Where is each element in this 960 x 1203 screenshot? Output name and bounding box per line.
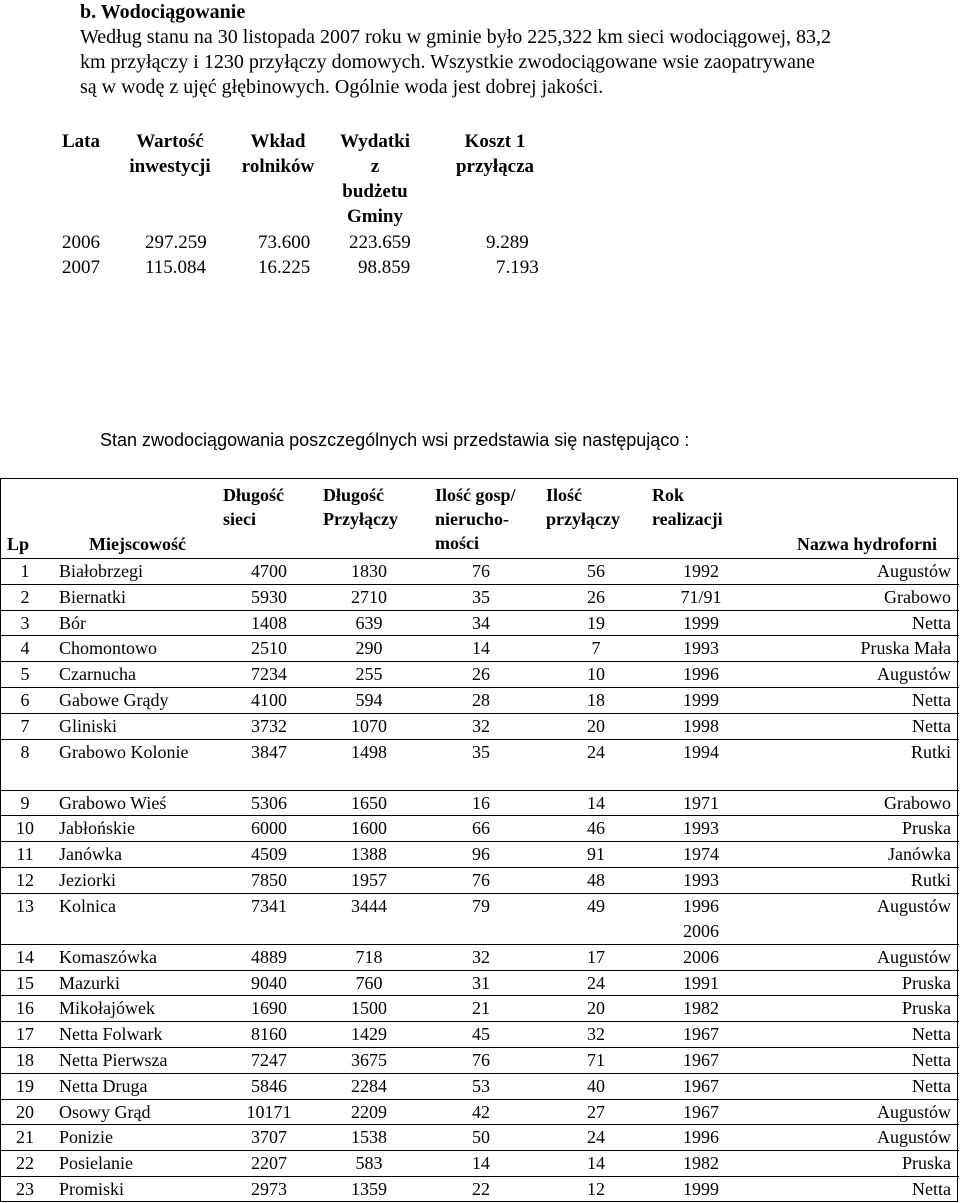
village-name: Chomontowo xyxy=(59,638,158,659)
completion-year: 1974 xyxy=(683,844,719,865)
network-length: 2207 xyxy=(251,1153,287,1174)
network-length: 2510 xyxy=(251,638,287,659)
header-households: Ilość gosp/ nierucho- mości xyxy=(435,485,516,553)
connections-count: 20 xyxy=(587,998,605,1019)
network-length: 1408 xyxy=(251,612,287,633)
village-name: Mikołajówek xyxy=(59,998,155,1019)
completion-year: 1992 xyxy=(683,561,719,581)
table-row xyxy=(1,790,959,816)
connections-length: 1359 xyxy=(351,1179,387,1199)
hydrophore-station: Netta xyxy=(912,1024,951,1045)
row-number: 4 xyxy=(20,638,30,659)
row-number: 18 xyxy=(16,1050,34,1070)
completion-year: 1993 xyxy=(683,818,719,839)
header-year: Lata xyxy=(62,131,100,152)
connections-length: 1830 xyxy=(351,561,387,581)
households-count: 35 xyxy=(472,741,490,762)
network-length: 5306 xyxy=(251,792,287,813)
hydrophore-station: Augustów xyxy=(876,664,951,685)
network-length: 5930 xyxy=(251,586,287,607)
network-length: 3847 xyxy=(251,741,287,762)
hydrophore-station: Grabowo xyxy=(884,792,951,813)
table-row xyxy=(1,635,959,661)
connections-length: 1498 xyxy=(351,741,387,762)
network-length: 5846 xyxy=(251,1075,287,1096)
row-number: 13 xyxy=(16,895,34,916)
hydrophore-station: Janówka xyxy=(888,844,951,865)
hydrophore-station: Grabowo xyxy=(884,586,951,607)
table-row xyxy=(1,867,959,893)
connections-count: 17 xyxy=(587,946,605,967)
households-count: 76 xyxy=(472,870,490,890)
households-count: 50 xyxy=(472,1127,490,1148)
network-length: 7234 xyxy=(251,664,287,685)
header-farmers-contribution: Wkład rolników xyxy=(241,131,315,177)
network-length: 9040 xyxy=(251,972,287,993)
table-row xyxy=(1,841,959,867)
connections-length: 1429 xyxy=(351,1024,387,1045)
villages-table xyxy=(0,478,958,1202)
network-length: 4700 xyxy=(251,561,287,581)
table-row xyxy=(1,893,959,944)
table-row xyxy=(1,1124,959,1150)
header-connection-cost: Koszt 1 przyłącza xyxy=(455,131,535,177)
header-budget-expenses: Wydatki z budżetu Gminy xyxy=(339,131,411,227)
connections-length: 594 xyxy=(355,690,383,710)
village-name: Mazurki xyxy=(59,972,120,993)
connections-count: 18 xyxy=(587,690,605,710)
village-name: Gliniski xyxy=(59,715,118,736)
connections-count: 19 xyxy=(587,612,605,633)
completion-year: 1991 xyxy=(683,972,719,993)
village-name: Osowy Grąd xyxy=(59,1101,151,1122)
row-number: 8 xyxy=(20,741,30,762)
row-number: 23 xyxy=(16,1179,34,1199)
table-row xyxy=(1,661,959,687)
header-connections-length: Długość Przyłączy xyxy=(323,485,398,529)
village-name: Jeziorki xyxy=(59,870,116,890)
row-number: 9 xyxy=(20,792,30,813)
row-number: 7 xyxy=(20,715,30,736)
row-number: 11 xyxy=(16,844,34,865)
table-row xyxy=(1,687,959,713)
network-length: 4100 xyxy=(251,690,287,710)
households-count: 21 xyxy=(472,998,490,1019)
households-count: 76 xyxy=(472,1050,490,1070)
households-count: 14 xyxy=(472,638,490,659)
village-name: Janówka xyxy=(59,844,122,865)
row-number: 20 xyxy=(16,1101,34,1122)
hydrophore-station: Pruska xyxy=(902,972,951,993)
connections-length: 718 xyxy=(355,946,383,967)
households-count: 16 xyxy=(472,792,490,813)
village-name: Bór xyxy=(59,612,86,633)
row-number: 10 xyxy=(16,818,34,839)
connections-length: 3444 xyxy=(351,895,387,916)
network-length: 4889 xyxy=(251,946,287,967)
completion-year: 1994 xyxy=(683,741,719,762)
villages-subtitle: Stan zwodociągowania poszczególnych wsi przedstawia się następująco : xyxy=(100,430,690,450)
intro-line: km przyłączy i 1230 przyłączy domowych. Wszystkie zwodociągowane wsie zaopatrywane xyxy=(80,51,815,73)
header-lp: Lp xyxy=(7,534,30,554)
row-number: 5 xyxy=(20,664,30,685)
completion-year: 1996 xyxy=(683,664,719,685)
households-count: 32 xyxy=(472,946,490,967)
table-row xyxy=(1,944,959,970)
row-number: 1 xyxy=(20,561,30,581)
network-length: 4509 xyxy=(251,844,287,865)
table-row xyxy=(1,713,959,739)
network-length: 3732 xyxy=(251,715,287,736)
completion-year: 1967 xyxy=(683,1101,719,1122)
intro-line: Według stanu na 30 listopada 2007 roku w gminie było 225,322 km sieci wodociągowej, 83,2 xyxy=(80,26,832,48)
connections-count: 24 xyxy=(587,741,605,762)
hydrophore-station: Rutki xyxy=(910,870,951,890)
connections-length: 1957 xyxy=(351,870,387,890)
header-network-length: Długość sieci xyxy=(223,485,285,529)
row-number: 16 xyxy=(16,998,34,1019)
intro-paragraph xyxy=(80,25,920,100)
village-name: Czarnucha xyxy=(59,664,136,685)
village-name: Kolnica xyxy=(59,895,116,916)
row-number: 12 xyxy=(16,870,34,890)
header-name: Miejscowość xyxy=(89,534,186,554)
table-row xyxy=(1,1073,959,1099)
hydrophore-station: Netta xyxy=(912,690,951,710)
connections-count: 20 xyxy=(587,715,605,736)
connections-count: 56 xyxy=(587,561,605,581)
connections-count: 14 xyxy=(587,792,605,813)
hydrophore-station: Augustów xyxy=(876,1127,951,1148)
table-row xyxy=(1,995,959,1021)
hydrophore-station: Pruska xyxy=(902,998,951,1019)
connections-count: 26 xyxy=(587,586,605,607)
table-row xyxy=(1,558,959,584)
connections-count: 48 xyxy=(587,870,605,890)
households-count: 76 xyxy=(472,561,490,581)
connections-count: 12 xyxy=(587,1179,605,1199)
connections-count: 32 xyxy=(587,1024,605,1045)
completion-year: 1996 xyxy=(683,1127,719,1148)
connections-count: 7 xyxy=(591,638,601,659)
table-row xyxy=(1,1047,959,1073)
hydrophore-station: Netta xyxy=(912,1179,951,1199)
village-name: Grabowo Wieś xyxy=(59,792,167,813)
header-station: Nazwa hydroforni xyxy=(796,534,937,554)
hydrophore-station: Augustów xyxy=(876,946,951,967)
completion-year: 1967 xyxy=(683,1075,719,1096)
village-name: Ponizie xyxy=(59,1127,113,1148)
connections-length: 2710 xyxy=(351,586,387,607)
connections-length: 639 xyxy=(355,612,383,633)
connections-length: 255 xyxy=(355,664,383,685)
households-count: 35 xyxy=(472,586,490,607)
header-investment-value: Wartość inwestycji xyxy=(129,131,211,177)
connections-count: 27 xyxy=(587,1101,605,1122)
households-count: 96 xyxy=(472,844,490,865)
section-heading: b. Wodociągowanie xyxy=(80,1,246,23)
hydrophore-station: Augustów xyxy=(876,895,951,916)
hydrophore-station: Netta xyxy=(912,612,951,633)
village-name: Posielanie xyxy=(59,1153,133,1174)
completion-year: 1999 xyxy=(683,1179,719,1199)
table-row xyxy=(1,584,959,610)
network-length: 2973 xyxy=(251,1179,287,1199)
village-name: Netta Pierwsza xyxy=(59,1050,168,1070)
hydrophore-station: Augustów xyxy=(876,561,951,581)
network-length: 3707 xyxy=(251,1127,287,1148)
connections-length: 1500 xyxy=(351,998,387,1019)
households-count: 22 xyxy=(472,1179,490,1199)
households-count: 32 xyxy=(472,715,490,736)
hydrophore-station: Pruska xyxy=(902,1153,951,1174)
table-row xyxy=(1,815,959,841)
village-name: Netta Folwark xyxy=(59,1024,163,1045)
row-number: 21 xyxy=(16,1127,34,1148)
households-count: 34 xyxy=(472,612,490,633)
village-name: Grabowo Kolonie xyxy=(59,741,189,762)
row-number: 6 xyxy=(20,690,30,710)
hydrophore-station: Netta xyxy=(912,1050,951,1070)
row-number: 15 xyxy=(16,972,34,993)
connections-count: 24 xyxy=(587,972,605,993)
network-length: 1690 xyxy=(251,998,287,1019)
completion-year: 1967 xyxy=(683,1024,719,1045)
intro-line: są w wodę z ujęć głębinowych. Ogólnie woda jest dobrej jakości. xyxy=(80,76,604,98)
header-year: Rok realizacji xyxy=(652,485,723,529)
completion-year: 2006 xyxy=(683,946,719,967)
connections-count: 71 xyxy=(587,1050,605,1070)
completion-year: 1982 xyxy=(683,998,719,1019)
row-number: 14 xyxy=(16,946,34,967)
connections-count: 10 xyxy=(587,664,605,685)
connections-length: 760 xyxy=(355,972,383,993)
village-name: Biernatki xyxy=(59,586,126,607)
connections-length: 2284 xyxy=(351,1075,387,1096)
table-row xyxy=(1,1150,959,1176)
network-length: 6000 xyxy=(251,818,287,839)
completion-year: 1993 xyxy=(683,638,719,659)
households-count: 42 xyxy=(472,1101,490,1122)
households-count: 28 xyxy=(472,690,490,710)
connections-count: 49 xyxy=(587,895,605,916)
hydrophore-station: Netta xyxy=(912,1075,951,1096)
row-number: 17 xyxy=(16,1024,34,1045)
connections-length: 290 xyxy=(355,638,383,659)
row-number: 22 xyxy=(16,1153,34,1174)
connections-length: 1538 xyxy=(351,1127,387,1148)
connections-length: 1600 xyxy=(351,818,387,839)
completion-year: 1999 xyxy=(683,690,719,710)
households-count: 79 xyxy=(472,895,490,916)
completion-year: 1982 xyxy=(683,1153,719,1174)
households-count: 45 xyxy=(472,1024,490,1045)
completion-year-second: 2006 xyxy=(683,920,719,941)
completion-year: 1993 xyxy=(683,870,719,890)
network-length: 7850 xyxy=(251,870,287,890)
village-name: Netta Druga xyxy=(59,1075,148,1096)
network-length: 8160 xyxy=(251,1024,287,1045)
header-connections: Ilość przyłączy xyxy=(546,485,620,529)
connections-count: 40 xyxy=(587,1075,605,1096)
households-count: 31 xyxy=(472,972,490,993)
hydrophore-station: Rutki xyxy=(910,741,951,762)
completion-year: 1999 xyxy=(683,612,719,633)
completion-year: 1998 xyxy=(683,715,719,736)
households-count: 14 xyxy=(472,1153,490,1174)
village-name: Białobrzegi xyxy=(59,561,143,581)
connections-count: 14 xyxy=(587,1153,605,1174)
village-name: Komaszówka xyxy=(59,946,157,967)
hydrophore-station: Augustów xyxy=(876,1101,951,1122)
table-row xyxy=(1,1021,959,1047)
connections-length: 3675 xyxy=(351,1050,387,1070)
connections-length: 2209 xyxy=(351,1101,387,1122)
table-row xyxy=(1,1176,959,1202)
completion-year: 71/91 xyxy=(680,586,722,607)
table-row xyxy=(1,1099,959,1125)
hydrophore-station: Pruska Mała xyxy=(860,638,951,659)
completion-year: 1996 xyxy=(683,895,719,916)
connections-length: 1388 xyxy=(351,844,387,865)
connections-count: 91 xyxy=(587,844,605,865)
connections-count: 46 xyxy=(587,818,605,839)
network-length: 7341 xyxy=(251,895,287,916)
connections-count: 24 xyxy=(587,1127,605,1148)
table-row xyxy=(1,739,959,790)
village-name: Promiski xyxy=(59,1179,125,1199)
row-number: 3 xyxy=(20,612,30,633)
completion-year: 1967 xyxy=(683,1050,719,1070)
completion-year: 1971 xyxy=(683,792,719,813)
village-name: Gabowe Grądy xyxy=(59,690,169,710)
row-number: 19 xyxy=(16,1075,34,1096)
hydrophore-station: Pruska xyxy=(902,818,951,839)
connections-length: 1650 xyxy=(351,792,387,813)
network-length: 7247 xyxy=(251,1050,287,1070)
connections-length: 1070 xyxy=(351,715,387,736)
connections-length: 583 xyxy=(355,1153,383,1174)
households-count: 66 xyxy=(472,818,490,839)
row-number: 2 xyxy=(20,586,30,607)
table-row xyxy=(1,970,959,996)
households-count: 26 xyxy=(472,664,490,685)
village-name: Jabłońskie xyxy=(59,818,135,839)
hydrophore-station: Netta xyxy=(912,715,951,736)
network-length: 10171 xyxy=(246,1101,292,1122)
households-count: 53 xyxy=(472,1075,490,1096)
table-row xyxy=(1,610,959,636)
